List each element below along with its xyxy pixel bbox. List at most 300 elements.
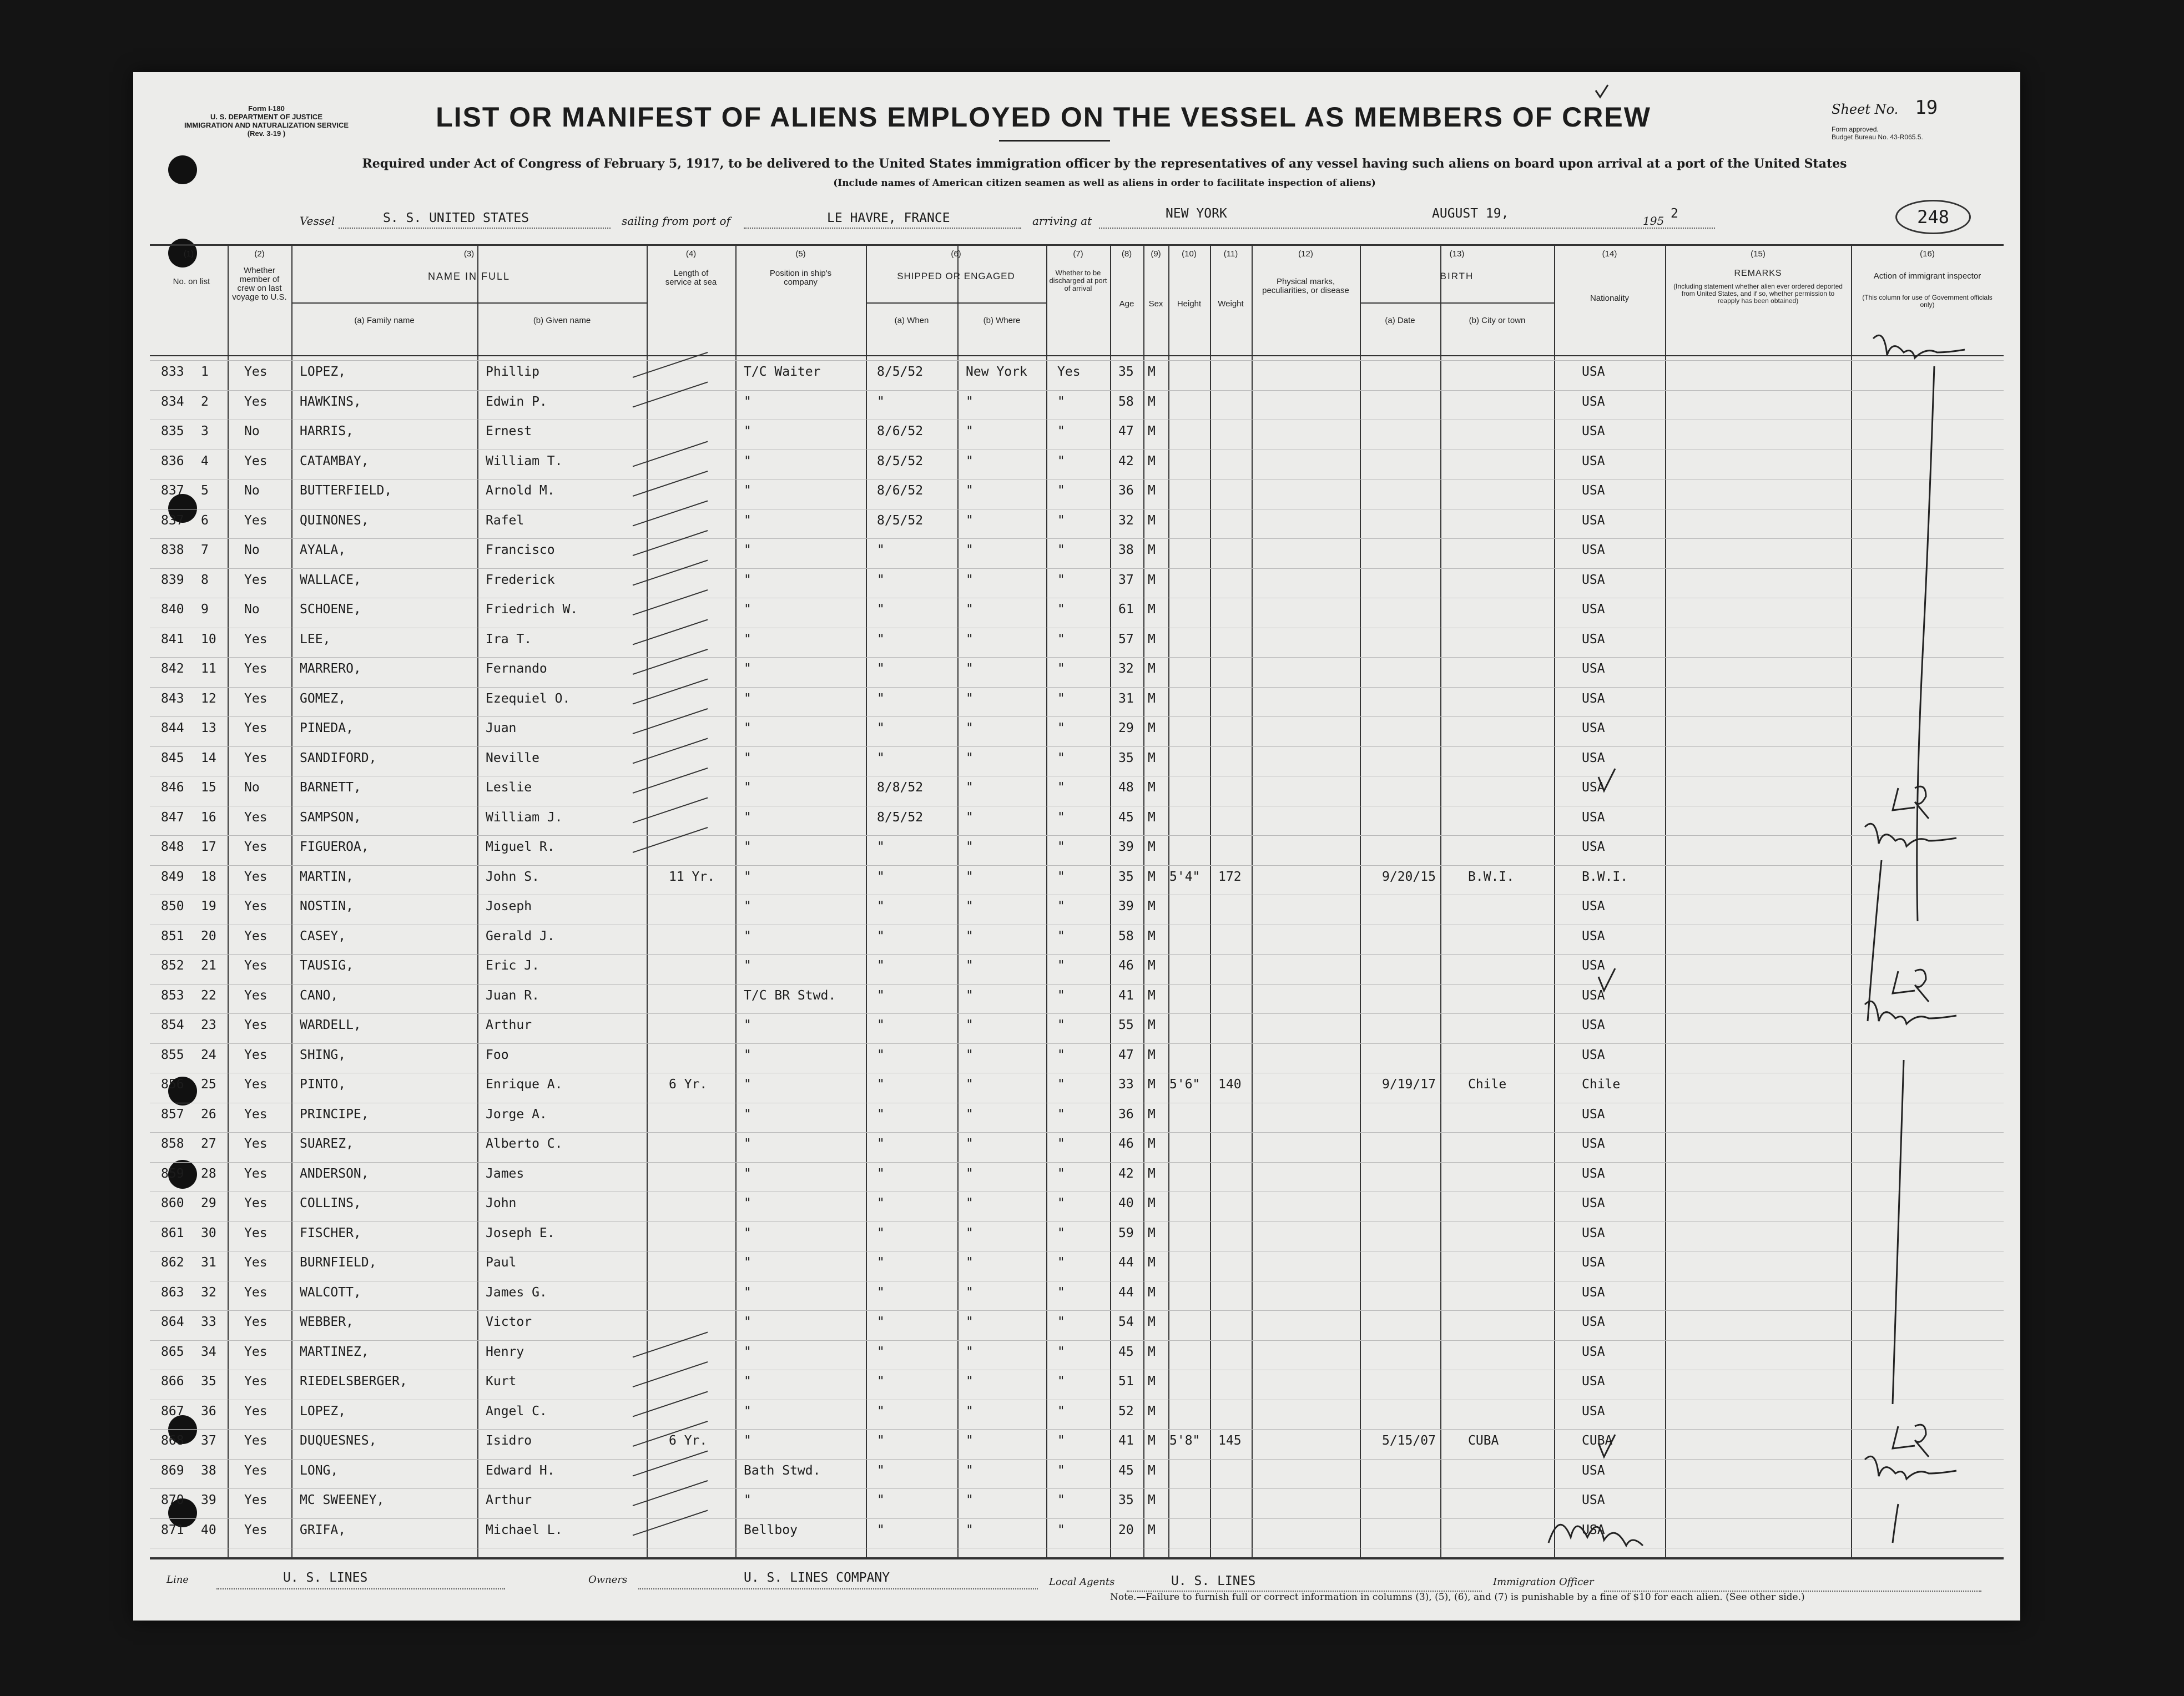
row-weight: 145 (1218, 1433, 1242, 1448)
row-given-name: Friedrich W. (486, 602, 578, 617)
row-family-name: QUINONES, (300, 513, 369, 528)
row-sex: M (1148, 840, 1156, 854)
form-service: IMMIGRATION AND NATURALIZATION SERVICE (184, 121, 349, 129)
col9-header: Sex (1148, 299, 1163, 309)
row-position: " (744, 632, 751, 647)
row-sex: M (1148, 1047, 1156, 1062)
col1-number: (1) (183, 249, 194, 259)
row-age: 45 (1118, 1463, 1134, 1478)
row-shipped-where: " (966, 1225, 974, 1240)
row-list-number: 30 (201, 1225, 216, 1240)
row-discharge: " (1057, 780, 1065, 795)
row-position: Bellboy (744, 1522, 798, 1537)
row-crew-last-voyage: Yes (244, 1374, 268, 1389)
row-list-number: 24 (201, 1047, 216, 1062)
row-age: 46 (1118, 958, 1134, 973)
row-position: " (744, 1344, 751, 1359)
row-age: 51 (1118, 1374, 1134, 1389)
row-age: 39 (1118, 899, 1134, 913)
row-shipped-where: " (966, 1255, 974, 1270)
row-age: 42 (1118, 453, 1134, 468)
row-shipped-where: " (966, 1047, 974, 1062)
row-ref-number: 835 (161, 424, 184, 438)
row-discharge: " (1057, 483, 1065, 498)
col6-number: (6) (951, 249, 961, 259)
row-nationality: USA (1582, 365, 1605, 379)
row-family-name: BURNFIELD, (300, 1255, 377, 1270)
row-age: 59 (1118, 1225, 1134, 1240)
row-given-name: Ezequiel O. (486, 691, 571, 706)
row-crew-last-voyage: Yes (244, 1285, 268, 1300)
row-position: " (744, 483, 751, 498)
row-nationality: CUBA (1582, 1433, 1613, 1448)
row-birth-city: B.W.I. (1468, 869, 1515, 884)
row-discharge: " (1057, 1255, 1065, 1270)
row-age: 48 (1118, 780, 1134, 795)
row-nationality: USA (1582, 1374, 1605, 1389)
row-age: 41 (1118, 988, 1134, 1003)
row-ref-number: 843 (161, 691, 184, 706)
row-sex: M (1148, 662, 1156, 676)
row-sex: M (1148, 1344, 1156, 1359)
row-family-name: CATAMBAY, (300, 453, 369, 468)
row-sex: M (1148, 365, 1156, 379)
col15-number: (15) (1751, 249, 1766, 259)
row-ref-number: 864 (161, 1315, 184, 1329)
row-shipped-where: " (966, 1018, 974, 1032)
row-shipped-where: New York (966, 365, 1027, 379)
row-age: 54 (1118, 1315, 1134, 1329)
row-sex: M (1148, 1225, 1156, 1240)
row-age: 47 (1118, 1047, 1134, 1062)
row-crew-last-voyage: Yes (244, 1433, 268, 1448)
row-crew-last-voyage: Yes (244, 365, 268, 379)
row-list-number: 38 (201, 1463, 216, 1478)
row-age: 44 (1118, 1285, 1134, 1300)
row-sex: M (1148, 1077, 1156, 1092)
row-given-name: Ernest (486, 424, 532, 438)
row-shipped-when: " (877, 1374, 885, 1389)
col12-number: (12) (1298, 249, 1313, 259)
row-shipped-where: " (966, 572, 974, 587)
row-given-name: Isidro (486, 1433, 532, 1448)
arriving-label: arriving at (1032, 214, 1092, 228)
row-position: " (744, 750, 751, 765)
row-ref-number: 862 (161, 1255, 184, 1270)
row-age: 39 (1118, 840, 1134, 854)
row-discharge: " (1057, 750, 1065, 765)
row-list-number: 35 (201, 1374, 216, 1389)
row-ref-number: 865 (161, 1344, 184, 1359)
row-family-name: LEE, (300, 632, 331, 647)
row-shipped-when: " (877, 1493, 885, 1507)
row-list-number: 9 (201, 602, 209, 617)
row-crew-last-voyage: Yes (244, 513, 268, 528)
row-weight: 140 (1218, 1077, 1242, 1092)
row-crew-last-voyage: Yes (244, 691, 268, 706)
row-given-name: Gerald J. (486, 928, 555, 943)
col16-subheader: (This column for use of Government officials only) (1862, 294, 1993, 309)
row-crew-last-voyage: Yes (244, 840, 268, 854)
row-sex: M (1148, 1522, 1156, 1537)
row-discharge: " (1057, 1404, 1065, 1419)
row-nationality: USA (1582, 840, 1605, 854)
row-shipped-when: " (877, 1522, 885, 1537)
row-ref-number: 855 (161, 1047, 184, 1062)
row-shipped-when: 8/5/52 (877, 365, 924, 379)
port-from: LE HAVRE, FRANCE (827, 211, 950, 225)
row-age: 45 (1118, 810, 1134, 825)
row-crew-last-voyage: Yes (244, 1255, 268, 1270)
row-family-name: SUAREZ, (300, 1137, 354, 1151)
row-list-number: 25 (201, 1077, 216, 1092)
row-position: " (744, 453, 751, 468)
row-shipped-when: " (877, 1285, 885, 1300)
row-age: 57 (1118, 632, 1134, 647)
row-family-name: GOMEZ, (300, 691, 346, 706)
row-ref-number: 841 (161, 632, 184, 647)
row-nationality: USA (1582, 572, 1605, 587)
row-given-name: James (486, 1166, 524, 1181)
vessel-name: S. S. UNITED STATES (383, 211, 529, 225)
row-list-number: 5 (201, 483, 209, 498)
row-discharge: " (1057, 1047, 1065, 1062)
row-sex: M (1148, 1166, 1156, 1181)
row-given-name: Alberto C. (486, 1137, 563, 1151)
row-ref-number: 866 (161, 1374, 184, 1389)
row-family-name: ANDERSON, (300, 1166, 369, 1181)
row-family-name: BUTTERFIELD, (300, 483, 392, 498)
row-age: 37 (1118, 572, 1134, 587)
col14-number: (14) (1602, 249, 1617, 259)
row-age: 61 (1118, 602, 1134, 617)
row-shipped-when: 8/5/52 (877, 453, 924, 468)
row-given-name: Edward H. (486, 1463, 555, 1478)
row-discharge: " (1057, 1225, 1065, 1240)
row-age: 31 (1118, 691, 1134, 706)
row-family-name: MARTIN, (300, 869, 354, 884)
line-value: U. S. LINES (283, 1571, 368, 1585)
row-given-name: Phillip (486, 365, 539, 379)
col4-header: Length of service at sea (665, 269, 717, 287)
row-crew-last-voyage: No (244, 780, 260, 795)
row-crew-last-voyage: Yes (244, 662, 268, 676)
row-shipped-when: 8/5/52 (877, 513, 924, 528)
row-crew-last-voyage: Yes (244, 1344, 268, 1359)
row-position: " (744, 869, 751, 884)
row-given-name: William T. (486, 453, 563, 468)
row-age: 36 (1118, 483, 1134, 498)
row-age: 42 (1118, 1166, 1134, 1181)
row-crew-last-voyage: Yes (244, 1196, 268, 1210)
row-sex: M (1148, 513, 1156, 528)
form-dept: U. S. DEPARTMENT OF JUSTICE (210, 113, 322, 121)
row-shipped-when: " (877, 1047, 885, 1062)
row-ref-number: 863 (161, 1285, 184, 1300)
row-crew-last-voyage: Yes (244, 1225, 268, 1240)
row-age: 44 (1118, 1255, 1134, 1270)
row-list-number: 18 (201, 869, 216, 884)
row-discharge: " (1057, 691, 1065, 706)
row-shipped-when: " (877, 721, 885, 735)
row-shipped-when: " (877, 899, 885, 913)
row-sex: M (1148, 691, 1156, 706)
row-nationality: USA (1582, 632, 1605, 647)
col2-header: Whether member of crew on last voyage to U.S. (232, 266, 287, 302)
row-length-of-service: 11 Yr. (669, 869, 715, 884)
row-shipped-where: " (966, 899, 974, 913)
col3b-header: (b) Given name (533, 316, 591, 325)
row-shipped-when: " (877, 840, 885, 854)
row-given-name: Edwin P. (486, 394, 547, 409)
sheet-value: 19 (1915, 97, 1938, 119)
row-position: " (744, 1285, 751, 1300)
row-discharge: " (1057, 453, 1065, 468)
row-ref-number: 860 (161, 1196, 184, 1210)
row-shipped-where: " (966, 810, 974, 825)
row-discharge: " (1057, 899, 1065, 913)
row-sex: M (1148, 572, 1156, 587)
row-sex: M (1148, 1374, 1156, 1389)
row-discharge: " (1057, 810, 1065, 825)
row-discharge: " (1057, 424, 1065, 438)
row-family-name: LOPEZ, (300, 1404, 346, 1419)
row-shipped-when: " (877, 958, 885, 973)
row-given-name: Juan (486, 721, 517, 735)
row-position: " (744, 1374, 751, 1389)
row-position: " (744, 780, 751, 795)
row-list-number: 36 (201, 1404, 216, 1419)
col13-number: (13) (1449, 249, 1465, 259)
row-position: " (744, 1137, 751, 1151)
row-list-number: 10 (201, 632, 216, 647)
col15-subheader: (Including statement whether alien ever ordered deported from United States, and if so, whether permission to reapply has been obtained) (1673, 282, 1843, 305)
row-sex: M (1148, 750, 1156, 765)
row-shipped-when: " (877, 1077, 885, 1092)
row-sex: M (1148, 958, 1156, 973)
row-position: " (744, 572, 751, 587)
row-crew-last-voyage: Yes (244, 1077, 268, 1092)
row-shipped-where: " (966, 602, 974, 617)
page-title: LIST OR MANIFEST OF ALIENS EMPLOYED ON THE VESSEL AS MEMBERS OF CREW (436, 102, 1651, 133)
footer-note: Note.—Failure to furnish full or correct information in columns (3), (5), (6), and (7) is punishable by a fine of $10 for each alien. (See other side.) (1110, 1592, 1805, 1603)
row-age: 35 (1118, 1493, 1134, 1507)
row-ref-number: 852 (161, 958, 184, 973)
row-shipped-when: 8/6/52 (877, 483, 924, 498)
row-shipped-when: " (877, 869, 885, 884)
row-nationality: USA (1582, 1047, 1605, 1062)
year-prefix: 195 (1643, 214, 1665, 228)
row-discharge: " (1057, 988, 1065, 1003)
row-list-number: 11 (201, 662, 216, 676)
row-sex: M (1148, 1018, 1156, 1032)
row-crew-last-voyage: Yes (244, 1047, 268, 1062)
col7-number: (7) (1073, 249, 1083, 259)
row-age: 38 (1118, 543, 1134, 557)
manifest-page (133, 72, 2020, 1621)
row-ref-number: 859 (161, 1166, 184, 1181)
col2-number: (2) (254, 249, 265, 259)
row-ref-number: 839 (161, 572, 184, 587)
row-sex: M (1148, 928, 1156, 943)
row-crew-last-voyage: No (244, 483, 260, 498)
row-discharge: " (1057, 1137, 1065, 1151)
row-discharge: " (1057, 1285, 1065, 1300)
row-given-name: Francisco (486, 543, 555, 557)
row-discharge: " (1057, 1107, 1065, 1122)
row-ref-number: 842 (161, 662, 184, 676)
row-crew-last-voyage: Yes (244, 958, 268, 973)
row-list-number: 31 (201, 1255, 216, 1270)
row-age: 45 (1118, 1344, 1134, 1359)
inspector-handwriting (133, 72, 2020, 1621)
row-length-of-service: 6 Yr. (669, 1077, 708, 1092)
col1-header: No. on list (173, 277, 210, 286)
row-family-name: MARTINEZ, (300, 1344, 369, 1359)
col3-number: (3) (463, 249, 475, 259)
row-family-name: MC SWEENEY, (300, 1493, 385, 1507)
row-shipped-where: " (966, 840, 974, 854)
col7-header: Whether to be discharged at port of arrival (1049, 269, 1107, 292)
row-family-name: WARDELL, (300, 1018, 361, 1032)
row-crew-last-voyage: Yes (244, 1493, 268, 1507)
row-birth-date: 5/15/07 (1382, 1433, 1436, 1448)
row-nationality: USA (1582, 1137, 1605, 1151)
row-discharge: " (1057, 1433, 1065, 1448)
row-crew-last-voyage: Yes (244, 632, 268, 647)
row-family-name: LONG, (300, 1463, 339, 1478)
row-family-name: NOSTIN, (300, 899, 354, 913)
row-discharge: " (1057, 1196, 1065, 1210)
row-given-name: Foo (486, 1047, 509, 1062)
row-discharge: " (1057, 1493, 1065, 1507)
row-discharge: " (1057, 662, 1065, 676)
row-given-name: Miguel R. (486, 840, 555, 854)
row-ref-number: 870 (161, 1493, 184, 1507)
row-position: " (744, 1077, 751, 1092)
row-ref-number: 844 (161, 721, 184, 735)
row-nationality: USA (1582, 1196, 1605, 1210)
row-ref-number: 861 (161, 1225, 184, 1240)
row-family-name: PINTO, (300, 1077, 346, 1092)
row-nationality: USA (1582, 543, 1605, 557)
row-ref-number: 869 (161, 1463, 184, 1478)
row-birth-city: Chile (1468, 1077, 1507, 1092)
row-age: 20 (1118, 1522, 1134, 1537)
port-to: NEW YORK (1166, 206, 1227, 221)
row-nationality: USA (1582, 662, 1605, 676)
row-shipped-when: " (877, 1404, 885, 1419)
row-sex: M (1148, 1493, 1156, 1507)
col3-header: NAME IN FULL (427, 271, 511, 282)
row-sex: M (1148, 453, 1156, 468)
row-family-name: LOPEZ, (300, 365, 346, 379)
row-nationality: USA (1582, 1493, 1605, 1507)
row-birth-city: CUBA (1468, 1433, 1499, 1448)
row-family-name: SCHOENE, (300, 602, 361, 617)
owners-label: Owners (588, 1574, 628, 1586)
row-list-number: 37 (201, 1433, 216, 1448)
row-position: " (744, 1107, 751, 1122)
row-discharge: " (1057, 1522, 1065, 1537)
row-discharge: " (1057, 1344, 1065, 1359)
row-list-number: 12 (201, 691, 216, 706)
row-position: " (744, 1047, 751, 1062)
col13-header: BIRTH (1440, 271, 1474, 281)
row-discharge: " (1057, 1166, 1065, 1181)
agents-label: Local Agents (1049, 1576, 1115, 1588)
row-discharge: " (1057, 602, 1065, 617)
row-discharge: " (1057, 543, 1065, 557)
row-shipped-when: " (877, 1255, 885, 1270)
row-nationality: USA (1582, 691, 1605, 706)
row-family-name: WEBBER, (300, 1315, 354, 1329)
row-shipped-where: " (966, 662, 974, 676)
row-shipped-where: " (966, 958, 974, 973)
agents-value: U. S. LINES (1171, 1574, 1256, 1588)
row-ref-number: 837 (161, 483, 184, 498)
row-given-name: William J. (486, 810, 563, 825)
vessel-label: Vessel (300, 214, 335, 228)
row-nationality: USA (1582, 750, 1605, 765)
row-shipped-where: " (966, 1344, 974, 1359)
row-list-number: 20 (201, 928, 216, 943)
row-nationality: USA (1582, 513, 1605, 528)
row-shipped-when: " (877, 1344, 885, 1359)
row-nationality: USA (1582, 1225, 1605, 1240)
row-list-number: 32 (201, 1285, 216, 1300)
row-given-name: Arthur (486, 1018, 532, 1032)
row-sex: M (1148, 1315, 1156, 1329)
row-ref-number: 853 (161, 988, 184, 1003)
row-ref-number: 856 (161, 1077, 184, 1092)
row-given-name: James G. (486, 1285, 547, 1300)
circled-number: 248 (1895, 200, 1971, 234)
row-crew-last-voyage: Yes (244, 572, 268, 587)
row-age: 47 (1118, 424, 1134, 438)
row-nationality: USA (1582, 1018, 1605, 1032)
row-crew-last-voyage: Yes (244, 453, 268, 468)
row-given-name: Arnold M. (486, 483, 555, 498)
row-sex: M (1148, 899, 1156, 913)
arrival-date: AUGUST 19, (1432, 206, 1509, 221)
row-shipped-where: " (966, 1137, 974, 1151)
col3a-header: (a) Family name (354, 316, 415, 325)
row-given-name: Arthur (486, 1493, 532, 1507)
col10-header: Height (1177, 299, 1202, 309)
row-shipped-when: " (877, 662, 885, 676)
row-ref-number: 849 (161, 869, 184, 884)
row-given-name: Ira T. (486, 632, 532, 647)
row-given-name: Fernando (486, 662, 547, 676)
row-crew-last-voyage: Yes (244, 810, 268, 825)
row-family-name: BARNETT, (300, 780, 361, 795)
row-age: 52 (1118, 1404, 1134, 1419)
row-shipped-where: " (966, 780, 974, 795)
row-list-number: 1 (201, 365, 209, 379)
row-list-number: 7 (201, 543, 209, 557)
row-given-name: Frederick (486, 572, 555, 587)
row-shipped-where: " (966, 1522, 974, 1537)
row-sex: M (1148, 721, 1156, 735)
row-sex: M (1148, 543, 1156, 557)
row-ref-number: 871 (161, 1522, 184, 1537)
row-shipped-where: " (966, 721, 974, 735)
row-shipped-where: " (966, 513, 974, 528)
row-nationality: USA (1582, 1107, 1605, 1122)
row-crew-last-voyage: Yes (244, 1315, 268, 1329)
col12-header: Physical marks, peculiarities, or disease (1262, 277, 1349, 295)
